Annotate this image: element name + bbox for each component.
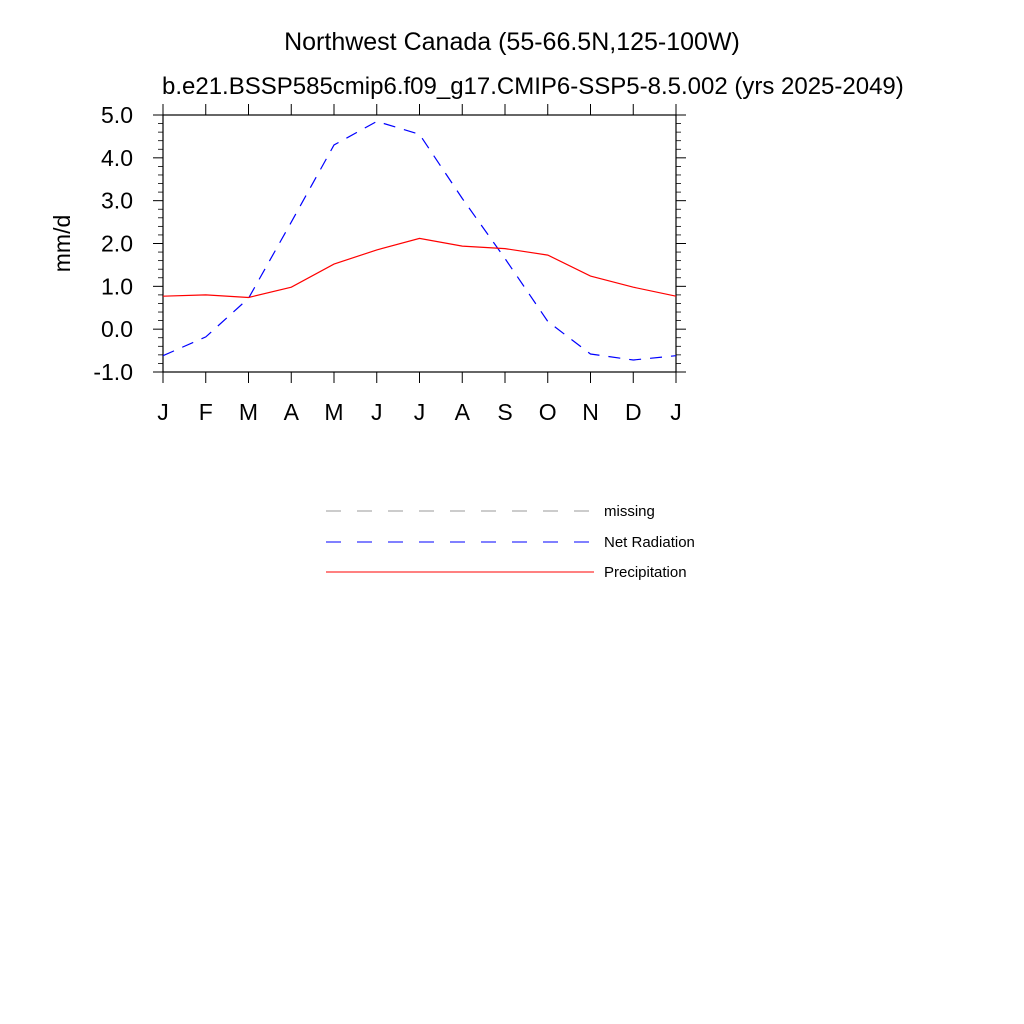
x-tick-label: J: [670, 399, 682, 425]
y-tick-label: 5.0: [101, 102, 133, 128]
chart-title: Northwest Canada (55-66.5N,125-100W): [284, 28, 740, 56]
series-lines: [163, 121, 676, 360]
x-tick-label: M: [324, 399, 344, 425]
x-tick-label: J: [371, 399, 383, 425]
legend-label: Precipitation: [604, 564, 687, 581]
y-tick-label: 0.0: [101, 316, 133, 343]
x-tick-label: N: [582, 399, 599, 425]
x-tick-label: F: [198, 399, 213, 425]
legend: [326, 503, 695, 581]
series-line-precipitation: [163, 238, 676, 297]
plot-frame: [163, 115, 676, 372]
y-tick-label: 4.0: [101, 144, 133, 171]
y-tick-label: -1.0: [93, 359, 133, 385]
x-tick-label: O: [538, 399, 557, 425]
axes: [49, 102, 686, 425]
x-tick-label: D: [624, 399, 642, 425]
x-tick-label: J: [413, 399, 426, 425]
x-tick-label: A: [283, 399, 299, 425]
x-tick-label: M: [238, 399, 259, 425]
x-tick-label: A: [454, 399, 470, 425]
y-tick-label: 1.0: [101, 273, 133, 300]
x-tick-label: S: [497, 399, 513, 425]
y-tick-label: 3.0: [101, 187, 133, 214]
y-tick-label: 2.0: [101, 230, 133, 257]
y-axis-label: mm/d: [49, 214, 75, 273]
series-line-net-radiation: [163, 121, 676, 360]
chart-subtitle: b.e21.BSSP585cmip6.f09_g17.CMIP6-SSP5-8.5.002 (yrs 2025-2049): [162, 73, 904, 100]
legend-label: missing: [604, 503, 655, 520]
x-tick-label: J: [157, 399, 169, 425]
legend-label: Net Radiation: [604, 534, 695, 551]
